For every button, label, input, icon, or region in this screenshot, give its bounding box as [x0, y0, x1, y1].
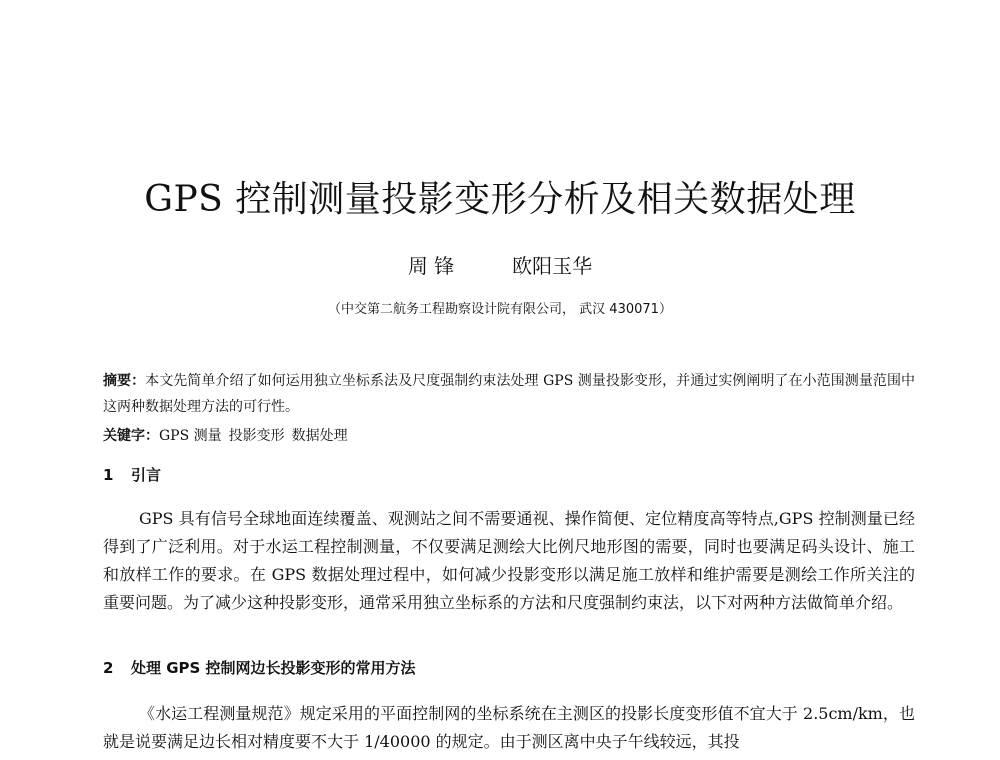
body-paragraph: GPS 具有信号全球地面连续覆盖、观测站之间不需要通视、操作简便、定位精度高等特点,GPS 控制测量已经得到了广泛利用。对于水运工程控制测量，不仅要满足测绘大比例尺地形图的需要，同时也要满足码头设计、施工和放样工作的要求。在 GPS 数据处理过程中，如何减少投影变形以满足施工放样和维护需要是测绘工作所关注的重要问题。为了减少这种投影变形，通常采用独立坐标系的方法和尺度强制约束法，以下对两种方法做简单介绍。	[103, 509, 915, 612]
section-number: 2	[103, 659, 114, 677]
affiliation: （中交第二航务工程勘察设计院有限公司， 武汉 430071）	[328, 302, 672, 317]
section-title: 引言	[131, 466, 162, 484]
author-list	[0, 252, 1000, 280]
abstract-text: 本文先简单介绍了如何运用独立坐标系法及尺度强制约束法处理 GPS 测量投影变形，并通过实例阐明了在小范围测量范围中这两种数据处理方法的可行性。	[103, 373, 915, 415]
keywords	[103, 423, 915, 449]
keyword: GPS 测量	[159, 428, 222, 444]
paper-title: GPS 控制测量投影变形分析及相关数据处理	[144, 179, 856, 220]
author-name: 周 锋	[407, 254, 455, 278]
author-name: 欧阳玉华	[512, 254, 593, 278]
abstract	[103, 368, 915, 420]
keyword: 投影变形	[228, 428, 285, 444]
abstract-label: 摘要：	[103, 373, 146, 389]
section-number: 1	[103, 466, 114, 484]
keyword: 数据处理	[291, 428, 348, 444]
section-heading	[103, 463, 161, 487]
section-heading	[103, 656, 416, 680]
keywords-label: 关键字：	[103, 428, 159, 444]
section-title: 处理 GPS 控制网边长投影变形的常用方法	[131, 659, 416, 677]
body-paragraph: 《水运工程测量规范》规定采用的平面控制网的坐标系统在主测区的投影长度变形值不宜大于 2.5cm/km，也就是说要满足边长相对精度要不大于 1/40000 的规定。由于测区离中央子午线较远，其投	[103, 704, 915, 751]
